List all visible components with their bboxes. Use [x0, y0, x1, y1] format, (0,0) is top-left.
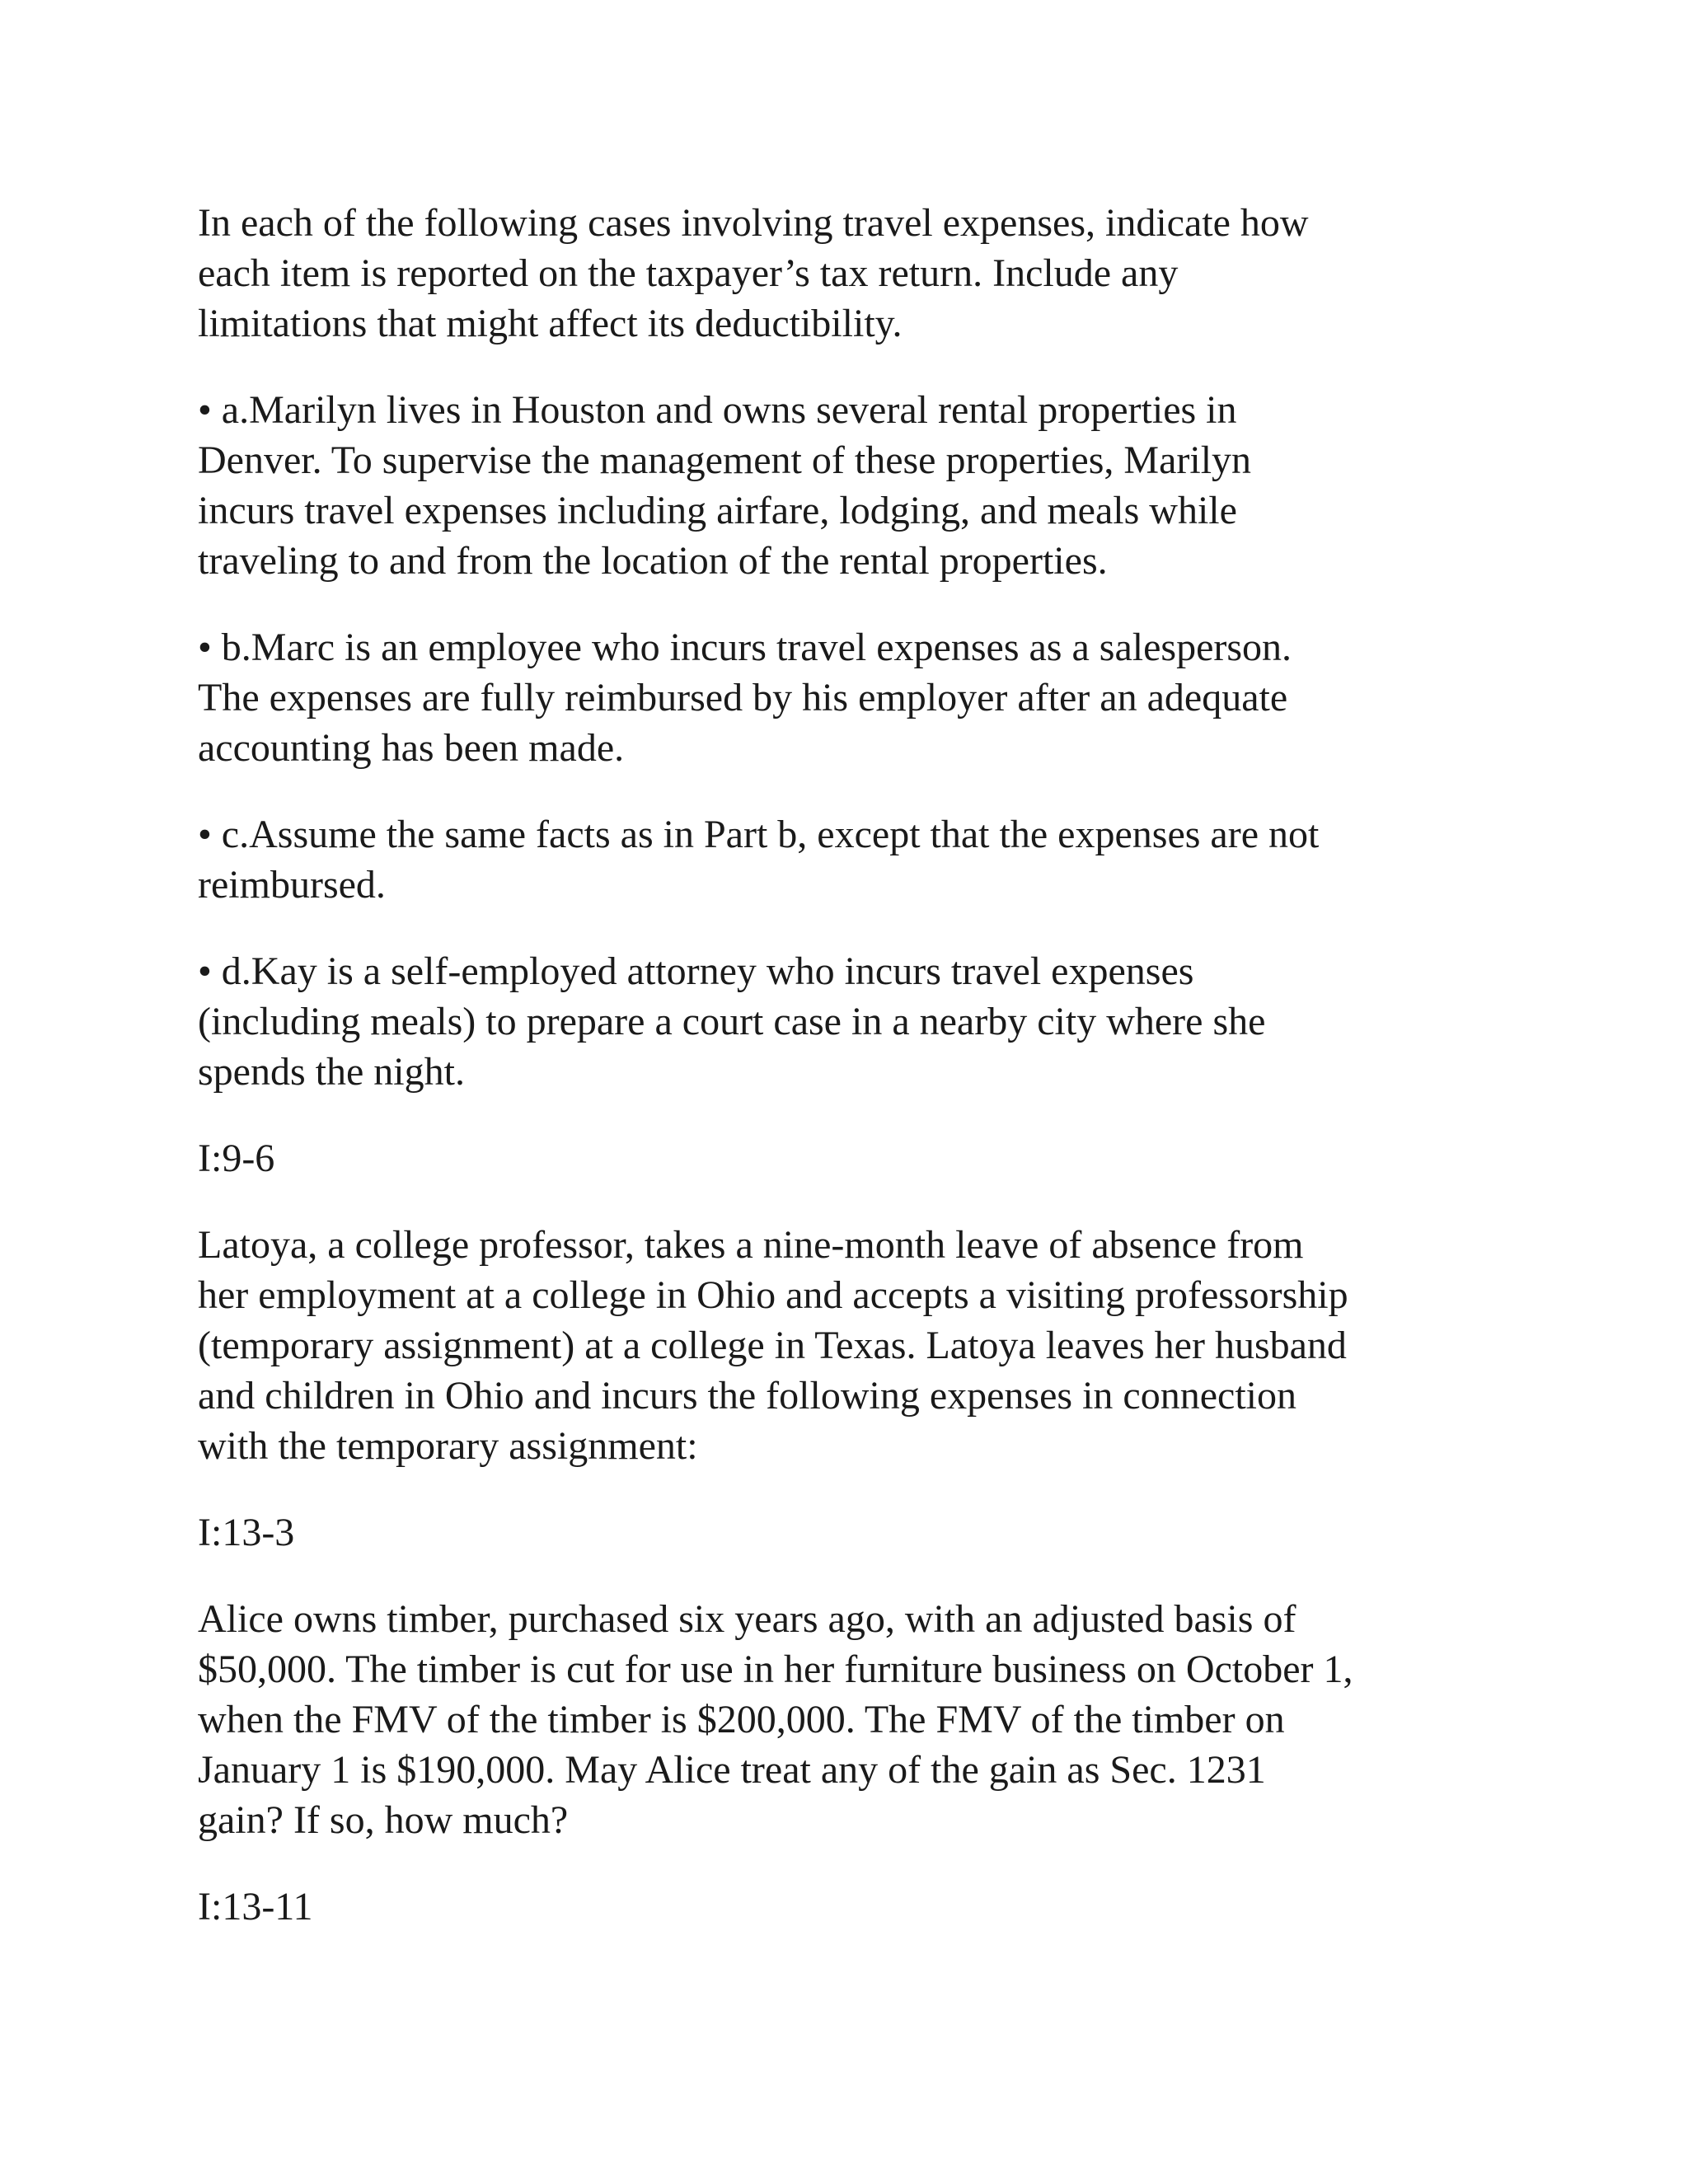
case-b-line: • b.Marc is an employee who incurs travel expenses as a salesperson. [198, 626, 1292, 669]
case-c-line: • c.Assume the same facts as in Part b, except that the expenses are not [198, 813, 1320, 856]
case-b-line: accounting has been made. [198, 726, 625, 770]
case-d-line: (including meals) to prepare a court case in a nearby city where she [198, 1000, 1266, 1043]
case-a-line: Denver. To supervise the management of these properties, Marilyn [198, 438, 1252, 482]
alice-line: gain? If so, how much? [198, 1798, 569, 1842]
case-a-line: incurs travel expenses including airfare, lodging, and meals while [198, 489, 1237, 532]
case-a-line: traveling to and from the location of the rental properties. [198, 539, 1108, 583]
case-d-line: spends the night. [198, 1050, 465, 1094]
intro-paragraph [198, 198, 1517, 349]
alice-paragraph [198, 1594, 1517, 1845]
alice-line: when the FMV of the timber is $200,000. The FMV of the timber on [198, 1698, 1285, 1741]
alice-line: $50,000. The timber is cut for use in her furniture business on October 1, [198, 1647, 1353, 1691]
case-a-paragraph [198, 385, 1517, 586]
case-b-paragraph [198, 622, 1517, 773]
latoya-line: (temporary assignment) at a college in Texas. Latoya leaves her husband [198, 1324, 1347, 1367]
case-d-line: • d.Kay is a self-employed attorney who incurs travel expenses [198, 949, 1194, 993]
latoya-line: and children in Ohio and incurs the following expenses in connection [198, 1374, 1297, 1418]
intro-line: each item is reported on the taxpayer’s tax return. Include any [198, 251, 1179, 295]
alice-line: January 1 is $190,000. May Alice treat any of the gain as Sec. 1231 [198, 1748, 1266, 1792]
latoya-line: Latoya, a college professor, takes a nine-month leave of absence from [198, 1223, 1304, 1267]
section-code-13-3: I:13-3 [198, 1511, 295, 1554]
latoya-paragraph [198, 1220, 1517, 1471]
document-page [198, 198, 1517, 1968]
section-code-13-11: I:13-11 [198, 1885, 313, 1929]
case-b-line: The expenses are fully reimbursed by his employer after an adequate [198, 676, 1288, 719]
case-a-line: • a.Marilyn lives in Houston and owns several rental properties in [198, 388, 1237, 432]
alice-line: Alice owns timber, purchased six years ago, with an adjusted basis of [198, 1597, 1296, 1641]
latoya-line: her employment at a college in Ohio and accepts a visiting professorship [198, 1273, 1348, 1317]
case-c-paragraph [198, 809, 1517, 910]
section-code-9-6: I:9-6 [198, 1137, 275, 1180]
case-d-paragraph [198, 946, 1517, 1097]
case-c-line: reimbursed. [198, 863, 386, 907]
intro-line: In each of the following cases involving travel expenses, indicate how [198, 201, 1309, 245]
latoya-line: with the temporary assignment: [198, 1424, 698, 1468]
intro-line: limitations that might affect its deductibility. [198, 302, 903, 345]
